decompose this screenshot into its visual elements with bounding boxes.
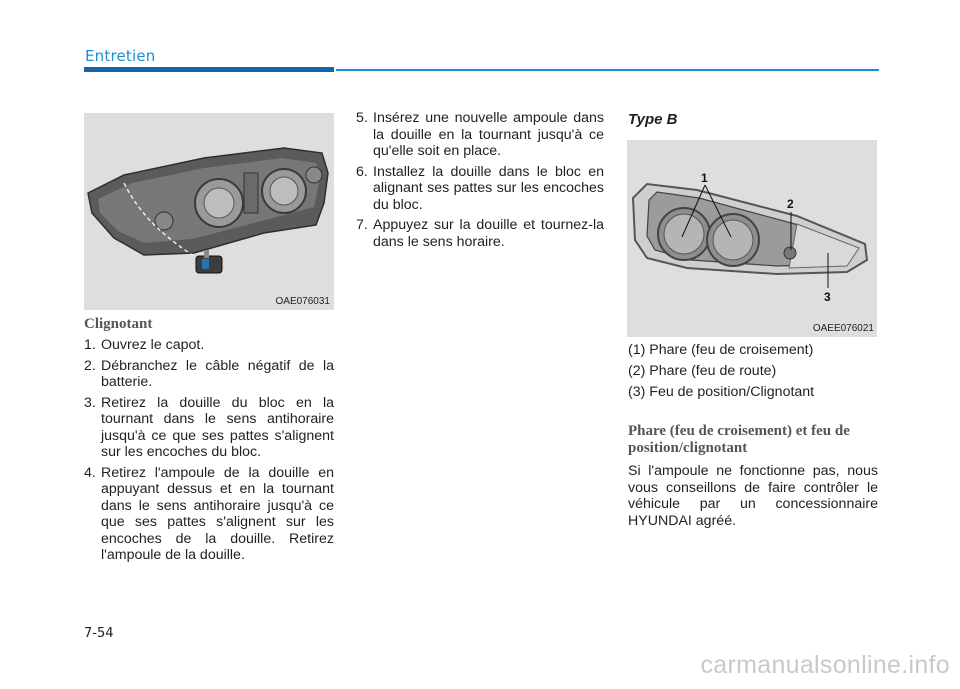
- step-text: Retirez la douille du bloc en la tournant dans le sens antihoraire jusqu'à ce que ses pattes s'alignent sur les encoches du bloc.: [101, 394, 334, 460]
- step-text: Débranchez le câble négatif de la batterie.: [101, 357, 334, 390]
- step-number: 4.: [84, 464, 96, 481]
- list-item: [356, 164, 604, 214]
- legend-item-2: (2) Phare (feu de route): [628, 363, 777, 379]
- step-text: Ouvrez le capot.: [101, 337, 205, 353]
- step-number: 6.: [356, 163, 368, 180]
- watermark: carmanualsonline.info: [700, 651, 950, 679]
- lamp-type-b-drawing: [627, 140, 877, 337]
- figure-code-left: OAE076031: [275, 296, 330, 307]
- middle-column: [356, 110, 604, 254]
- rear-lamp-illustration: [627, 140, 877, 337]
- step-number: 3.: [84, 394, 96, 411]
- steps-list-left: [84, 337, 334, 564]
- step-number: 2.: [84, 357, 96, 374]
- callout-3: 3: [824, 290, 831, 304]
- step-number: 1.: [84, 337, 96, 353]
- section-heading-headlamp: Phare (feu de croisement) et feu de position/clignotant: [628, 423, 850, 456]
- callout-1: 1: [701, 171, 708, 185]
- headlamp-illustration: [84, 113, 334, 310]
- list-item: [356, 110, 604, 160]
- list-item: [84, 395, 334, 461]
- step-number: 5.: [356, 110, 368, 126]
- list-item: [84, 337, 334, 354]
- legend-item-1: (1) Phare (feu de croisement): [628, 342, 814, 358]
- callout-2: 2: [787, 197, 794, 211]
- step-text: Installez la douille dans le bloc en alignant ses pattes sur les encoches du bloc.: [373, 163, 604, 213]
- list-item: [84, 358, 334, 391]
- steps-list-middle: [356, 110, 604, 250]
- step-text: Insérez une nouvelle ampoule dans la douille en la tournant jusqu'à ce qu'elle soit en place.: [373, 110, 604, 159]
- legend-item-3: (3) Feu de position/Clignotant: [628, 384, 815, 400]
- right-column-text: [628, 342, 878, 529]
- type-b-label: Type B: [628, 111, 678, 128]
- list-item: [84, 465, 334, 564]
- body-paragraph: Si l'ampoule ne fonctionne pas, nous vous conseillons de faire contrôler le véhicule par un concessionnaire HYUNDAI agréé.: [628, 463, 878, 529]
- list-item: [356, 217, 604, 250]
- section-heading-turn-signal: Clignotant: [84, 316, 153, 332]
- step-text: Appuyez sur la douille et tournez-la dans le sens horaire.: [373, 217, 604, 250]
- step-number: 7.: [356, 217, 368, 233]
- header-rule-light: [336, 69, 879, 71]
- page-number: 7-54: [84, 626, 114, 641]
- figure-code-right: OAEE076021: [812, 323, 874, 334]
- header-rule-dark: [84, 67, 334, 72]
- section-title: Entretien: [85, 47, 156, 65]
- left-column: [84, 316, 334, 568]
- step-text: Retirez l'ampoule de la douille en appuyant dessus et en la tournant dans le sens antihoraire jusqu'à ce que ses pattes s'alignent sur les encoches de la douille. Retirez l'ampoule de la douille.: [101, 464, 334, 563]
- headlamp-drawing: [84, 113, 334, 310]
